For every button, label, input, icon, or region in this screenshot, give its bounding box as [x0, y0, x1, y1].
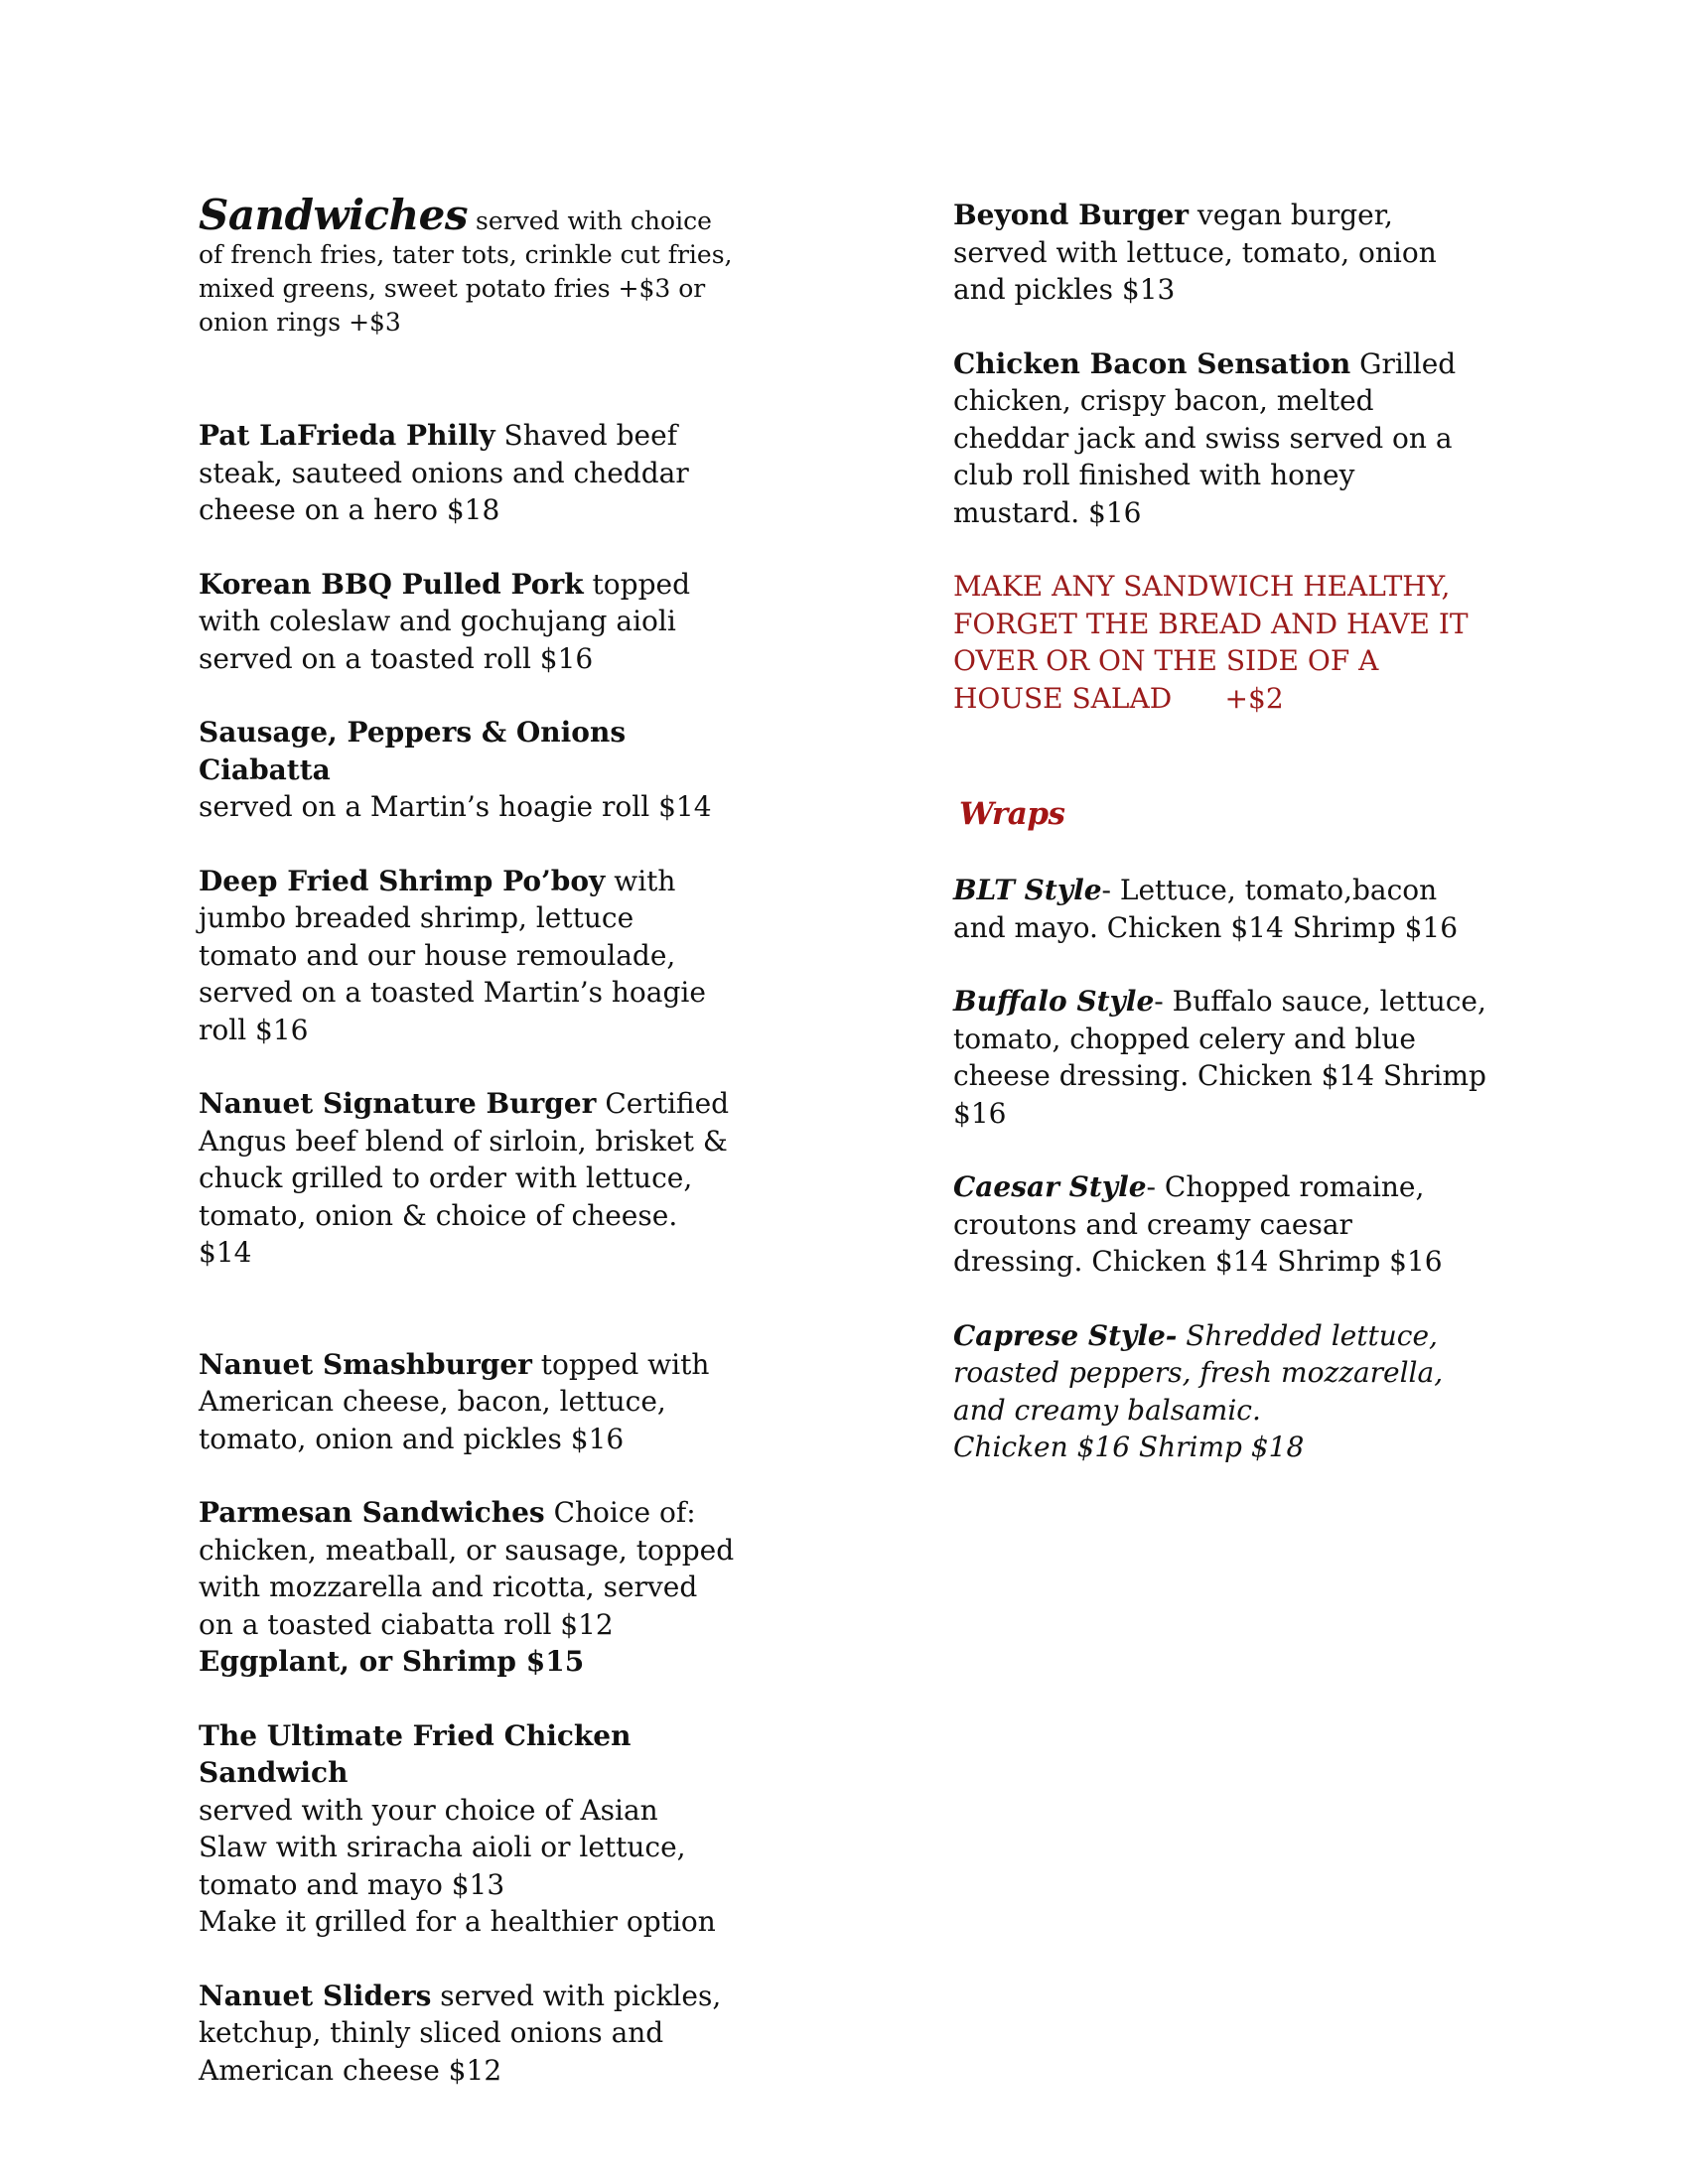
- healthy-note: MAKE ANY SANDWICH HEALTHY, FORGET THE BREAD AND HAVE IT OVER OR ON THE SIDE OF A HOUSE SALAD +$2: [953, 570, 1477, 715]
- item-desc: Shredded lettuce, roasted peppers, fresh mozzarella, and creamy balsamic.: [953, 1318, 1444, 1427]
- menu-item-signature-burger: [199, 1085, 735, 1272]
- item-name: Sausage, Peppers & Onions Ciabatta: [199, 716, 627, 786]
- menu-item-korean-bbq: [199, 566, 735, 678]
- sandwiches-title: Sandwiches: [199, 191, 469, 239]
- item-name: Buffalo Style: [953, 985, 1155, 1018]
- menu-item-fried-chicken: [199, 1717, 735, 1941]
- item-desc: served on a Martin’s hoagie roll $14: [199, 790, 712, 823]
- item-name: Caesar Style: [953, 1170, 1147, 1203]
- item-desc: topped with coleslaw and gochujang aioli served on a toasted roll $16: [199, 567, 690, 675]
- right-column: [953, 197, 1489, 1466]
- item-name: Parmesan Sandwiches: [199, 1496, 545, 1529]
- item-name: Caprese Style-: [953, 1318, 1178, 1352]
- left-column: [199, 191, 735, 2089]
- wrap-item-caprese: [953, 1317, 1489, 1466]
- sandwiches-intro: [199, 191, 735, 340]
- menu-item-smashburger: [199, 1346, 735, 1458]
- item-desc: served with pickles, ketchup, thinly sliced onions and American cheese $12: [199, 1979, 722, 2087]
- item-name: Nanuet Smashburger: [199, 1347, 532, 1381]
- item-desc: - Lettuce, tomato,bacon and mayo. Chicken $14 Shrimp $16: [953, 874, 1459, 944]
- menu-item-sausage-ciabatta: [199, 714, 735, 826]
- menu-item-shrimp-poboy: [199, 863, 735, 1049]
- item-desc: with jumbo breaded shrimp, lettuce tomato and our house remoulade, served on a toasted Martin’s hoagie roll $16: [199, 864, 706, 1046]
- item-desc: Choice of: chicken, meatball, or sausage, topped with mozzarella and ricotta, served on a toasted ciabatta roll $12: [199, 1496, 735, 1641]
- item-desc: Certified Angus beef blend of sirloin, brisket & chuck grilled to order with lettuce, tomato, onion & choice of cheese. $14: [199, 1087, 730, 1269]
- item-desc: - Chopped romaine, croutons and creamy caesar dressing. Chicken $14 Shrimp $16: [953, 1170, 1443, 1278]
- menu-item-beyond-burger: [953, 197, 1489, 309]
- menu-item-parmesan: [199, 1494, 735, 1681]
- item-desc: Grilled chicken, crispy bacon, melted cheddar jack and swiss served on a club roll finished with honey mustard. $16: [953, 346, 1457, 529]
- item-name: The Ultimate Fried Chicken Sandwich: [199, 1718, 632, 1789]
- item-name: Beyond Burger: [953, 199, 1190, 231]
- item-desc: topped with American cheese, bacon, lettuce, tomato, onion and pickles $16: [199, 1347, 710, 1455]
- wrap-item-blt: [953, 872, 1489, 946]
- menu-item-philly: [199, 417, 735, 529]
- menu-item-chicken-bacon: [953, 345, 1489, 532]
- item-desc: Shaved beef steak, sauteed onions and cheddar cheese on a hero $18: [199, 419, 689, 526]
- menu-item-sliders: [199, 1978, 735, 2090]
- item-name: Pat LaFrieda Philly: [199, 419, 495, 452]
- item-name: Korean BBQ Pulled Pork: [199, 567, 584, 601]
- sandwiches-intro-text: served with choice of french fries, tater tots, crinkle cut fries, mixed greens, sweet potato fries +$3 or onion rings +$3: [199, 206, 733, 337]
- item-name: BLT Style: [953, 874, 1102, 906]
- wrap-item-caesar: [953, 1168, 1489, 1281]
- wraps-title: Wraps: [959, 796, 1065, 832]
- item-name: Nanuet Sliders: [199, 1979, 432, 2012]
- item-extra: Make it grilled for a healthier option: [199, 1905, 716, 1938]
- item-name: Chicken Bacon Sensation: [953, 346, 1351, 380]
- item-desc: served with your choice of Asian Slaw with sriracha aioli or lettuce, tomato and mayo $13: [199, 1793, 686, 1901]
- item-desc: vegan burger, served with lettuce, tomato, onion and pickles $13: [953, 199, 1437, 306]
- item-extra: Eggplant, or Shrimp $15: [199, 1645, 585, 1678]
- wrap-item-buffalo: [953, 983, 1489, 1132]
- item-name: Deep Fried Shrimp Po’boy: [199, 864, 606, 897]
- item-name: Nanuet Signature Burger: [199, 1087, 597, 1120]
- item-desc: - Buffalo sauce, lettuce, tomato, chopped celery and blue cheese dressing. Chicken $14 Shrimp $16: [953, 985, 1486, 1130]
- item-extra: Chicken $16 Shrimp $18: [953, 1431, 1305, 1463]
